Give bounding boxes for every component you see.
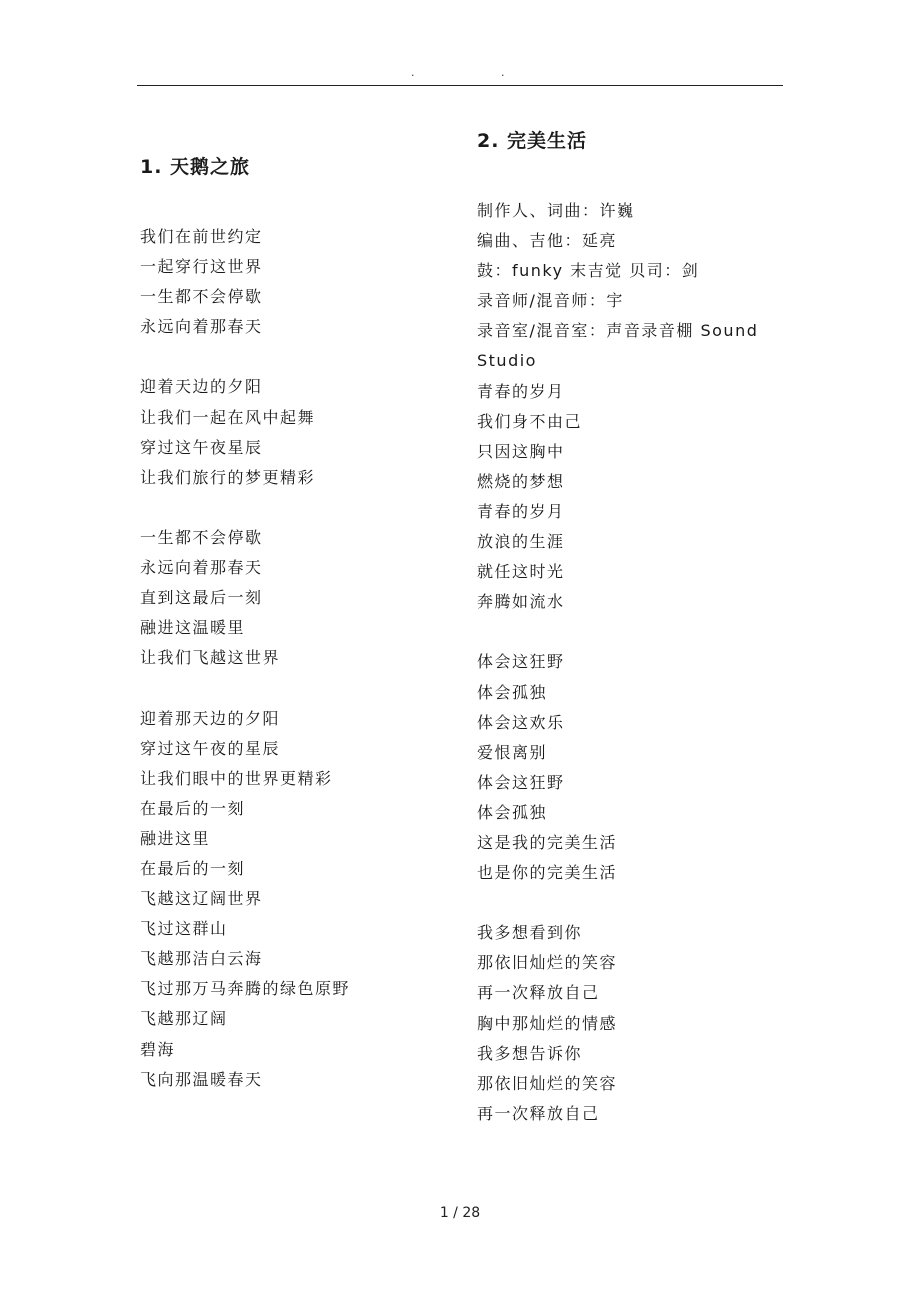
lyric-line: 编曲、吉他：延亮 [477, 231, 618, 251]
lyric-line: 飞越那辽阔 [140, 1009, 228, 1029]
lyric-line: 我们在前世约定 [140, 227, 263, 246]
right-column [477, 126, 807, 1129]
stanza-gap [477, 888, 807, 918]
lyric-line: 一生都不会停歇 [140, 287, 263, 307]
lyric-line: 鼓：funky 末吉觉 贝司：剑 [477, 261, 700, 281]
lyric-line: 穿过这午夜的星辰 [140, 738, 281, 758]
lyric-line: 让我们眼中的世界更精彩 [140, 768, 333, 788]
lyric-line: 飞过这群山 [140, 919, 228, 939]
lyric-line: 一生都不会停歇 [140, 527, 263, 547]
song-title-left: 1. 天鹅之旅 [140, 156, 251, 178]
lyric-line: 青春的岁月 [477, 501, 565, 521]
lyric-line: 迎着天边的夕阳 [140, 377, 263, 397]
lyric-line: 制作人、词曲：许巍 [477, 201, 635, 220]
lyrics-right [477, 196, 807, 1129]
lyric-line: 让我们一起在风中起舞 [140, 407, 316, 427]
lyric-line: 奔腾如流水 [477, 592, 565, 612]
header-marks [0, 66, 920, 80]
lyric-line: 飞越这辽阔世界 [140, 889, 263, 909]
lyric-line: 永远向着那春天 [140, 558, 263, 578]
lyric-line: 爱恨离别 [477, 742, 548, 762]
left-column [140, 152, 460, 1095]
stanza-gap [140, 493, 460, 523]
header-rule [137, 85, 783, 86]
stanza-gap [140, 673, 460, 703]
lyric-line: 飞过那万马奔腾的绿色原野 [140, 979, 351, 999]
lyric-line: 一起穿行这世界 [140, 257, 263, 277]
lyric-line: 那依旧灿烂的笑容 [477, 953, 618, 973]
lyric-line: 放浪的生涯 [477, 532, 565, 552]
lyric-line: 让我们飞越这世界 [140, 648, 281, 668]
stanza-gap [140, 342, 460, 372]
header-dot-left: . [411, 66, 415, 79]
lyric-line: 我多想看到你 [477, 923, 583, 943]
lyric-line: 再一次释放自己 [477, 1103, 600, 1123]
lyric-line: 迎着那天边的夕阳 [140, 708, 281, 728]
lyric-line: 录音师/混音师：宇 [477, 291, 624, 311]
song-title-right: 2. 完美生活 [477, 130, 588, 152]
lyric-line: 体会这狂野 [477, 652, 565, 672]
lyric-line: 我多想告诉你 [477, 1043, 583, 1063]
lyrics-left [140, 222, 460, 1095]
lyric-line: 融进这里 [140, 828, 211, 848]
lyric-line: 体会孤独 [477, 802, 548, 822]
lyric-line: 我们身不由己 [477, 411, 583, 431]
lyric-line: 永远向着那春天 [140, 317, 263, 337]
lyric-line: 就任这时光 [477, 562, 565, 582]
lyric-line: 也是你的完美生活 [477, 863, 618, 883]
lyric-line: 飞向那温暖春天 [140, 1069, 263, 1089]
lyric-line: Studio [477, 351, 537, 371]
lyric-line: 只因这胸中 [477, 441, 565, 461]
lyric-line: 胸中那灿烂的情感 [477, 1013, 618, 1033]
page-number: 1 / 28 [439, 1205, 481, 1221]
lyric-line: 再一次释放自己 [477, 983, 600, 1003]
lyric-line: 飞越那洁白云海 [140, 949, 263, 969]
lyric-line: 让我们旅行的梦更精彩 [140, 467, 316, 487]
header-dot-right: . [501, 66, 505, 79]
lyric-line: 体会这狂野 [477, 772, 565, 792]
lyric-line: 穿过这午夜星辰 [140, 437, 263, 457]
lyric-line: 这是我的完美生活 [477, 832, 618, 852]
lyric-line: 直到这最后一刻 [140, 588, 263, 608]
lyric-line: 融进这温暖里 [140, 618, 246, 638]
lyric-line: 燃烧的梦想 [477, 471, 565, 491]
lyric-line: 那依旧灿烂的笑容 [477, 1073, 618, 1093]
lyric-line: 体会孤独 [477, 682, 548, 702]
stanza-gap [477, 617, 807, 647]
lyric-line: 录音室/混音室：声音录音棚 Sound [477, 321, 759, 341]
lyric-line: 体会这欢乐 [477, 712, 565, 732]
lyric-line: 碧海 [140, 1039, 176, 1059]
lyric-line: 在最后的一刻 [140, 858, 246, 878]
lyric-line: 青春的岁月 [477, 381, 565, 401]
lyric-line: 在最后的一刻 [140, 798, 246, 818]
